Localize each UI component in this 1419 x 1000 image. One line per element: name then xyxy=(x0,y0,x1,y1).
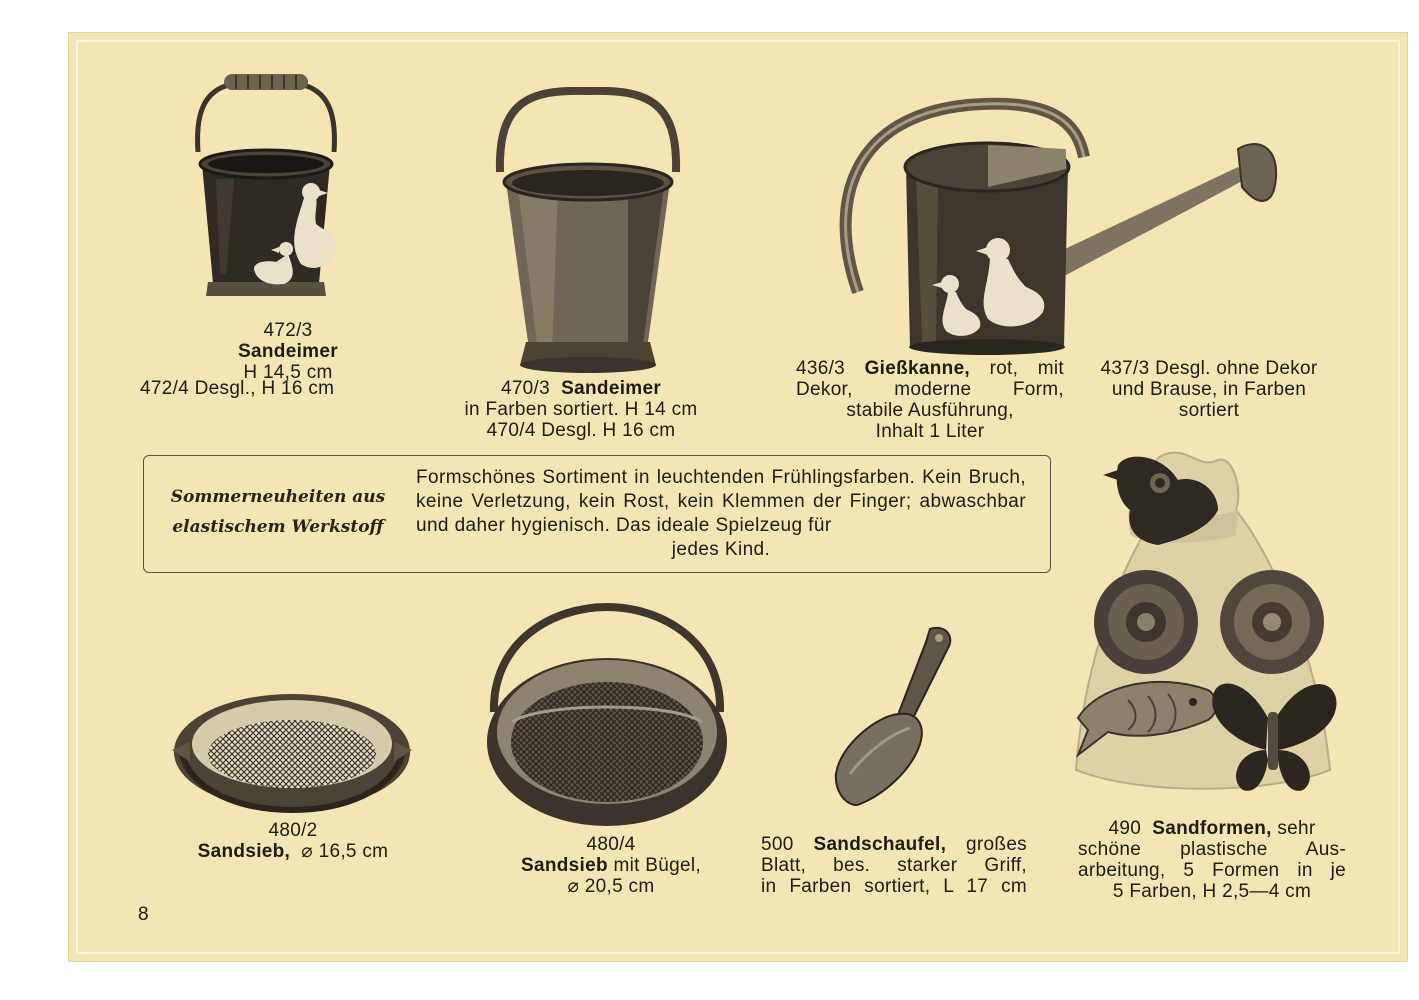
item-name: Sandschaufel, xyxy=(813,834,947,855)
sand-sieve-handle-icon xyxy=(482,602,732,842)
caption-436 xyxy=(796,358,1064,442)
sand-sieve-icon xyxy=(172,682,412,822)
item-code: 472/3 xyxy=(263,320,313,341)
caption-470 xyxy=(436,378,726,441)
item-description: arbeitung, 5 Formen in je xyxy=(1078,860,1346,881)
item-description: sortiert xyxy=(1178,400,1240,421)
sand-shovel-icon xyxy=(830,624,960,824)
item-code: 437/3 Desgl. ohne Dekor xyxy=(1100,358,1318,379)
info-body-end: jedes Kind. xyxy=(671,539,771,560)
item-description: großes xyxy=(966,834,1027,855)
item-variant: 472/4 Desgl., H 16 cm xyxy=(140,378,335,399)
item-name: Sandsieb, xyxy=(197,841,291,862)
item-name: Gießkanne, xyxy=(864,358,971,379)
item-description: in Farben sortiert, L 17 cm xyxy=(761,876,1027,897)
caption-480-2 xyxy=(173,820,413,862)
catalog-page xyxy=(68,32,1408,962)
info-heading-line2: elastischem Werkstoff xyxy=(172,517,384,537)
item-variant: 470/4 Desgl. H 16 cm xyxy=(486,420,676,441)
item-description: Blatt, bes. starker Griff, xyxy=(761,855,1027,876)
item-name: Sandformen, xyxy=(1152,818,1272,839)
caption-472-4 xyxy=(140,378,380,399)
item-description: mit Bügel, xyxy=(613,855,701,876)
sand-molds-icon xyxy=(1068,450,1338,810)
page-number: 8 xyxy=(138,904,149,925)
item-description: und Brause, in Farben xyxy=(1111,379,1307,400)
item-code: 490 xyxy=(1108,818,1142,839)
info-text xyxy=(416,466,1026,562)
item-name: Sandsieb xyxy=(521,855,608,876)
item-capacity: Inhalt 1 Liter xyxy=(875,421,985,442)
sand-bucket-duck-icon xyxy=(176,74,356,304)
item-code: 480/4 xyxy=(586,834,636,855)
item-name: Sandeimer xyxy=(561,378,662,399)
item-code: 480/2 xyxy=(268,820,318,841)
caption-472-3 xyxy=(188,320,388,383)
item-description: rot, mit xyxy=(989,358,1064,379)
sand-bucket-icon xyxy=(488,87,688,377)
caption-490 xyxy=(1078,818,1346,902)
item-code: 500 xyxy=(761,834,794,855)
item-description: in Farben sortiert. H 14 cm xyxy=(464,399,698,420)
item-size: ⌀ 16,5 cm xyxy=(301,841,389,862)
item-description: Dekor, moderne Form, xyxy=(796,379,1064,400)
watering-can-icon xyxy=(838,87,1308,357)
info-body: Formschönes Sortiment in leuchtenden Frühlingsfarben. Kein Bruch, keine Verletzung, kein Rost, kein Klemmen der Finger; abwaschbar und daher hygienisch. Das ideale Spielzeug für xyxy=(416,467,1026,536)
info-box xyxy=(143,455,1051,573)
item-size: 5 Farben, H 2,5—4 cm xyxy=(1112,881,1312,902)
caption-480-4 xyxy=(486,834,736,897)
caption-437 xyxy=(1078,358,1340,421)
info-heading-line1: Sommerneuheiten aus xyxy=(170,487,386,507)
item-size: H 14,5 cm xyxy=(243,362,333,383)
item-code: 436/3 xyxy=(796,358,846,379)
item-code: 470/3 xyxy=(500,378,550,399)
info-heading xyxy=(152,482,404,542)
item-name: Sandeimer xyxy=(238,341,338,362)
item-size: ⌀ 20,5 cm xyxy=(567,876,655,897)
item-description: stabile Ausführung, xyxy=(846,400,1014,421)
item-description: schöne plastische Aus- xyxy=(1078,839,1346,860)
caption-500 xyxy=(761,834,1027,897)
item-description: sehr xyxy=(1277,818,1316,839)
